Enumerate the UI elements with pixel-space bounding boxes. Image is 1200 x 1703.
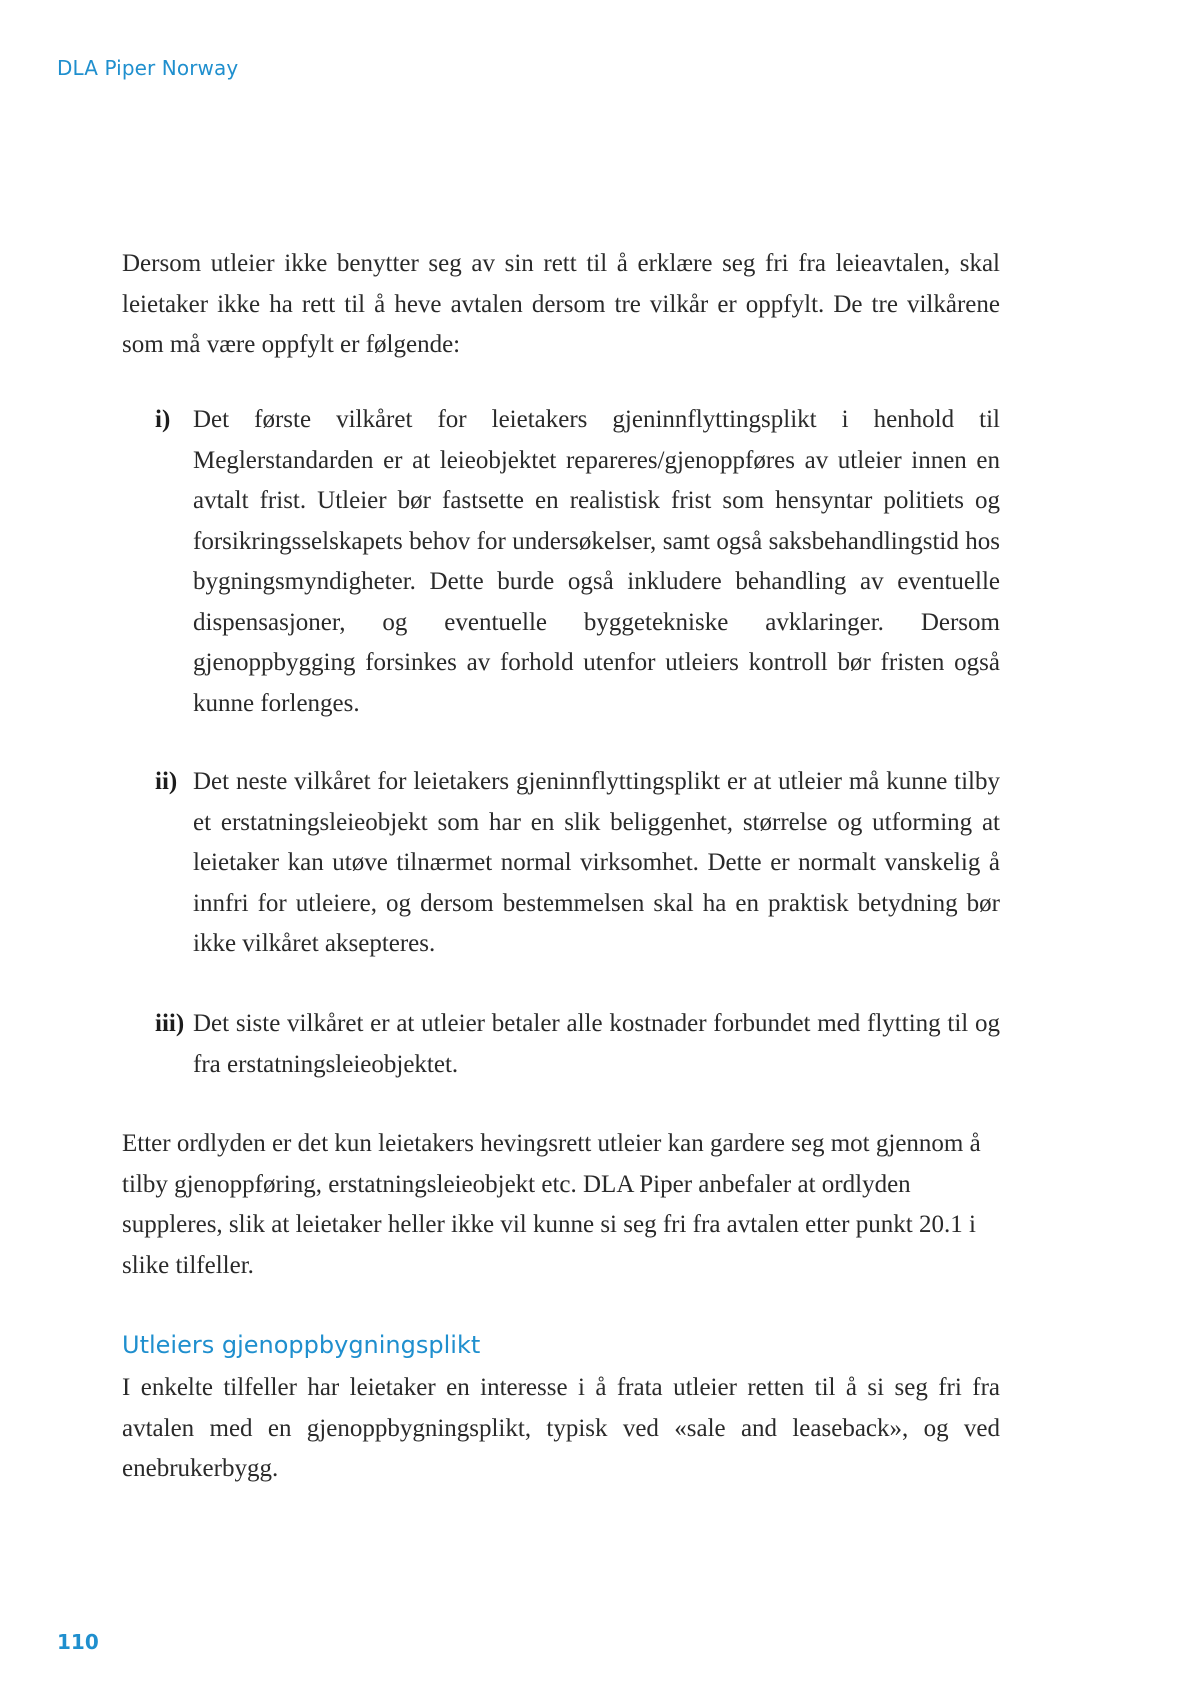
condition-text-3: Det siste vilkåret er at utleier betaler alle kostnader forbundet med flytting til og fra erstatningsleieobjektet. [193, 1010, 1000, 1078]
intro-paragraph: Dersom utleier ikke benytter seg av sin rett til å erklære seg fri fra leieavtalen, skal leietaker ikke ha rett til å heve avtalen dersom tre vilkår er oppfylt. De tre vilkårene som må være oppfylt er følgende: [122, 250, 1000, 358]
recommendation-paragraph: Etter ordlyden er det kun leietakers hevingsrett utleier kan gardere seg mot gjennom å tilby gjenoppføring, erstatningsleieobjekt etc. DLA Piper anbefaler at ordlyden suppleres, slik at leietaker heller ikke vil kunne si seg fri fra avtalen etter punkt 20.1 i slike tilfeller. [122, 1130, 981, 1279]
condition-text-2: Det neste vilkåret for leietakers gjeninnflyttingsplikt er at utleier må kunne tilby et erstatningsleieobjekt som har en slik beliggenhet, størrelse og utforming at leietaker kan utøve tilnærmet normal virksomhet. Dette er normalt vanskelig å innfri for utleiere, og dersom bestemmelsen skal ha en praktisk betydning bør ikke vilkåret aksepteres. [193, 768, 1000, 957]
running-head: DLA Piper Norway [57, 56, 239, 80]
condition-marker-2: ii) [155, 768, 178, 795]
section-paragraph: I enkelte tilfeller har leietaker en interesse i å frata utleier retten til å si seg fri fra avtalen med en gjenoppbygningsplikt, typisk ved «sale and leaseback», og ved enebrukerbygg. [122, 1374, 1000, 1482]
condition-marker-1: i) [155, 406, 171, 433]
condition-text-1: Det første vilkåret for leietakers gjeninnflyttingsplikt i henhold til Meglerstandarden er at leieobjektet repareres/gjenoppføres av utleier innen en avtalt frist. Utleier bør fastsette en realistisk frist som hensyntar politiets og forsikringsselskapets behov for undersøkelser, samt også saksbehandlingstid hos bygningsmyndigheter. Dette burde også inkludere behandling av eventuelle dispensasjoner, og eventuelle byggetekniske avklaringer. Dersom gjenoppbygging forsinkes av forhold utenfor utleiers kontroll bør fristen også kunne forlenges. [193, 406, 1000, 717]
condition-marker-3: iii) [155, 1010, 185, 1037]
page-number: 110 [57, 1630, 99, 1654]
section-heading: Utleiers gjenoppbygningsplikt [122, 1331, 481, 1359]
